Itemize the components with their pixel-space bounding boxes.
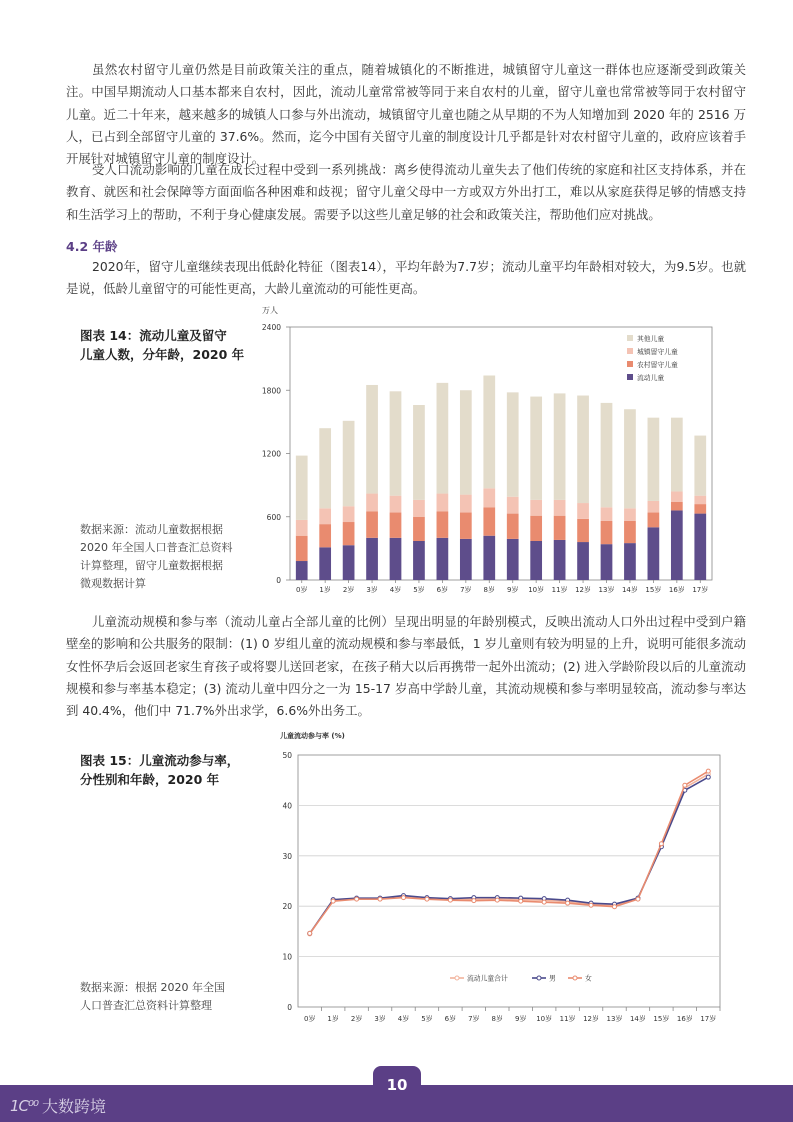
series-line	[310, 774, 709, 934]
bar-segment	[296, 456, 308, 520]
bar-segment	[694, 504, 706, 513]
x-tick-label: 1岁	[319, 586, 331, 594]
x-tick-label: 3岁	[374, 1015, 386, 1023]
legend-swatch	[627, 335, 633, 341]
bar-segment	[624, 543, 636, 580]
bar-segment	[366, 494, 378, 512]
x-tick-label: 15岁	[653, 1015, 670, 1023]
legend-label: 农村留守儿童	[637, 361, 678, 369]
x-tick-label: 9岁	[506, 586, 519, 594]
figure15-title	[80, 751, 239, 789]
figure14-title-line1: 图表 14：流动儿童及留守	[80, 328, 227, 343]
bar-segment	[694, 514, 706, 580]
series-point	[425, 897, 429, 901]
bar-segment	[460, 513, 472, 539]
x-tick-label: 9岁	[514, 1015, 527, 1023]
bar-segment	[577, 503, 589, 519]
y-tick-label: 2400	[261, 323, 281, 332]
bar-segment	[577, 519, 589, 542]
bar-segment	[413, 405, 425, 500]
bar-segment	[343, 506, 355, 522]
x-tick-label: 4岁	[389, 586, 402, 594]
mobility-paragraph: 儿童流动规模和参与率（流动儿童占全部儿童的比例）呈现出明显的年龄别模式，反映出流动人口外出过程中受到户籍壁垒的影响和公共服务的限制：(1) 0 岁组儿童的流动规模和参与率最低，1 岁儿童则有较为明显的上升，说明可能很多流动女性怀孕后会返回老家生育孩子或将婴儿送回老家，在孩子稍大以后再携带一起外出流动；(2) 进入学龄阶段以后的儿童流动规模和参与率基本稳定；(3) 流动儿童中四分之一为 15-17 岁高中学龄儿童，其流动规模和参与率明显较高，流动参与率达到 40.4%，他们中 71.7%外出求学，6.6%外出务工。	[66, 614, 746, 719]
x-tick-label: 5岁	[413, 586, 425, 594]
bar-segment	[296, 520, 308, 536]
bar-segment	[554, 516, 566, 540]
y-tick-label: 0	[287, 1003, 292, 1012]
bar-segment	[296, 536, 308, 561]
bar-segment	[437, 511, 449, 537]
legend-marker	[537, 976, 541, 980]
bar-segment	[648, 418, 660, 501]
x-tick-label: 17岁	[692, 586, 709, 594]
figure14-source-line4: 微观数据计算	[80, 577, 146, 590]
bar-segment	[343, 522, 355, 545]
bar-segment	[390, 496, 402, 513]
bar-segment	[530, 500, 542, 516]
bar-segment	[319, 428, 331, 508]
x-tick-label: 17岁	[700, 1015, 717, 1023]
bar-segment	[648, 501, 660, 513]
series-point	[308, 931, 312, 935]
x-tick-label: 8岁	[491, 1015, 504, 1023]
series-point	[706, 775, 710, 779]
series-point	[542, 900, 546, 904]
x-tick-label: 10岁	[536, 1015, 553, 1023]
bar-segment	[366, 385, 378, 494]
series-line	[310, 771, 709, 933]
bar-segment	[554, 393, 566, 499]
bar-segment	[390, 538, 402, 580]
bar-segment	[483, 507, 495, 535]
figure14-source-line3: 计算整理，留守儿童数据根据	[80, 559, 223, 572]
bar-segment	[648, 527, 660, 580]
bar-segment	[319, 524, 331, 547]
legend-label: 女	[585, 974, 592, 983]
x-tick-label: 7岁	[468, 1015, 480, 1023]
legend-label: 城镇留守儿童	[637, 348, 678, 356]
figure15-line-chart	[250, 725, 730, 1030]
bar-segment	[507, 497, 519, 514]
x-tick-label: 15岁	[645, 586, 662, 594]
x-tick-label: 13岁	[598, 586, 615, 594]
intro-paragraph-1: 虽然农村留守儿童仍然是目前政策关注的重点，随着城镇化的不断推进，城镇留守儿童这一群体也应逐渐受到政策关注。中国早期流动人口基本都来自农村，因此，流动儿童常常被等同于来自农村的儿童，留守儿童也常常被等同于农村留守儿童。近二十年来，越来越多的城镇人口参与外出流动，城镇留守儿童也随之从早期的不为人知增加到 2020 年的 2516 万人，已占到全部留守儿童的 37.6%。然而，迄今中国有关留守儿童的制度设计几乎都是针对农村留守儿童的，政府应该着手开展针对城镇留守儿童的制度设计。	[66, 62, 746, 167]
x-tick-label: 8岁	[483, 586, 496, 594]
age-paragraph: 2020年，留守儿童继续表现出低龄化特征（图表14），平均年龄为7.7岁；流动儿童平均年龄相对较大，为9.5岁。也就是说，低龄儿童留守的可能性更高，大龄儿童流动的可能性更高。	[66, 259, 746, 297]
x-tick-label: 5岁	[421, 1015, 433, 1023]
y-tick-label: 0	[276, 576, 281, 585]
bar-segment	[671, 510, 683, 580]
series-point	[683, 783, 687, 787]
figure14-source-line1: 数据来源：流动儿童数据根据	[80, 523, 223, 536]
x-tick-label: 12岁	[575, 586, 592, 594]
y-axis-unit: 万人	[262, 306, 278, 315]
bar-segment	[554, 540, 566, 580]
bar-segment	[437, 494, 449, 512]
x-tick-label: 3岁	[366, 586, 378, 594]
y-tick-label: 1800	[261, 386, 281, 396]
bar-segment	[601, 403, 613, 507]
figure14-source-line2: 2020 年全国人口普查汇总资料	[80, 541, 233, 554]
bar-segment	[413, 500, 425, 517]
bar-segment	[554, 500, 566, 516]
series-point	[519, 899, 523, 903]
bar-segment	[296, 561, 308, 580]
bar-segment	[507, 514, 519, 539]
series-point	[402, 896, 406, 900]
legend-marker	[573, 976, 577, 980]
bar-segment	[366, 511, 378, 537]
bar-segment	[601, 521, 613, 544]
plot-frame	[298, 755, 720, 1007]
bar-segment	[507, 392, 519, 496]
x-tick-label: 12岁	[583, 1015, 600, 1023]
bar-segment	[437, 383, 449, 494]
legend-swatch	[627, 361, 633, 367]
series-point	[448, 898, 452, 902]
bar-segment	[507, 539, 519, 580]
x-tick-label: 11岁	[551, 586, 568, 594]
bar-segment	[413, 517, 425, 541]
bar-segment	[437, 538, 449, 580]
x-tick-label: 1岁	[327, 1015, 339, 1023]
bar-segment	[483, 488, 495, 507]
legend-label: 流动儿童	[637, 374, 665, 382]
brand-logo	[10, 1094, 106, 1117]
x-tick-label: 2岁	[350, 1015, 363, 1023]
bar-segment	[671, 491, 683, 502]
x-tick-label: 6岁	[436, 586, 449, 594]
bar-segment	[460, 539, 472, 580]
y-tick-label: 1200	[261, 449, 281, 459]
series-line	[310, 777, 709, 933]
bar-segment	[460, 390, 472, 494]
x-tick-label: 6岁	[444, 1015, 457, 1023]
intro-paragraph-2: 受人口流动影响的儿童在成长过程中受到一系列挑战：离乡使得流动儿童失去了他们传统的家庭和社区支持体系，并在教育、就医和社会保障等方面面临各种困难和歧视；留守儿童父母中一方或双方外出打工，难以从家庭获得足够的情感支持和生活学习上的帮助，不利于身心健康发展。需要予以这些儿童足够的社会和政策关注，帮助他们应对挑战。	[66, 162, 746, 222]
series-point	[613, 905, 617, 909]
x-tick-label: 4岁	[397, 1015, 410, 1023]
legend-swatch	[627, 374, 633, 380]
bar-segment	[694, 436, 706, 496]
series-point	[589, 903, 593, 907]
series-point	[706, 769, 710, 773]
bar-segment	[460, 495, 472, 513]
x-tick-label: 7岁	[460, 586, 472, 594]
x-tick-label: 11岁	[559, 1015, 576, 1023]
bar-segment	[366, 538, 378, 580]
legend-label: 流动儿童合计	[467, 974, 508, 983]
logo-mark-icon: 1C⁰⁰	[10, 1096, 39, 1115]
figure14-title-line2: 儿童人数，分年龄，2020 年	[80, 347, 245, 362]
bar-segment	[483, 536, 495, 580]
y-tick-label: 50	[282, 751, 292, 760]
figure14-bar-chart	[250, 300, 730, 600]
bar-segment	[624, 409, 636, 508]
x-tick-label: 0岁	[303, 1015, 316, 1023]
x-tick-label: 14岁	[621, 586, 638, 594]
bar-segment	[671, 502, 683, 510]
y-tick-label: 30	[282, 851, 292, 861]
bar-segment	[624, 521, 636, 543]
bar-segment	[530, 397, 542, 500]
bar-segment	[343, 545, 355, 580]
figure14-title	[80, 326, 244, 364]
figure14-source	[80, 521, 233, 593]
bar-segment	[343, 421, 355, 506]
x-tick-label: 16岁	[676, 1015, 693, 1023]
figure15-source	[80, 979, 225, 1015]
series-point	[636, 897, 640, 901]
chart-title: 儿童流动参与率 (%)	[280, 732, 345, 740]
bar-segment	[624, 508, 636, 521]
series-point	[355, 897, 359, 901]
bar-segment	[577, 542, 589, 580]
bar-segment	[601, 507, 613, 521]
y-tick-label: 600	[266, 512, 281, 522]
bar-segment	[648, 513, 660, 528]
bar-segment	[483, 375, 495, 488]
legend-label: 男	[549, 974, 556, 983]
bar-segment	[390, 513, 402, 538]
x-tick-label: 2岁	[342, 586, 355, 594]
y-tick-label: 10	[282, 952, 292, 962]
x-tick-label: 16岁	[668, 586, 685, 594]
x-tick-label: 0岁	[295, 586, 308, 594]
legend-marker	[455, 976, 459, 980]
series-point	[331, 899, 335, 903]
x-tick-label: 13岁	[606, 1015, 623, 1023]
bar-segment	[319, 508, 331, 524]
y-tick-label: 40	[282, 801, 292, 811]
bar-segment	[601, 544, 613, 580]
logo-text: 大数跨境	[42, 1097, 107, 1116]
bar-segment	[577, 396, 589, 504]
figure15-title-line1: 图表 15：儿童流动参与率，	[80, 753, 240, 768]
bar-segment	[390, 391, 402, 495]
x-tick-label: 14岁	[629, 1015, 646, 1023]
legend-swatch	[627, 348, 633, 354]
figure15-source-line1: 数据来源：根据 2020 年全国	[80, 981, 225, 994]
series-point	[378, 897, 382, 901]
figure15-title-line2: 分性别和年龄，2020 年	[80, 772, 220, 787]
page-number: 10	[373, 1066, 421, 1098]
legend-label: 其他儿童	[637, 335, 665, 343]
figure15-source-line2: 人口普查汇总资料计算整理	[80, 999, 212, 1012]
x-tick-label: 10岁	[528, 586, 545, 594]
bar-segment	[319, 547, 331, 580]
series-point	[566, 901, 570, 905]
series-point	[659, 842, 663, 846]
bar-segment	[671, 418, 683, 492]
bar-segment	[530, 541, 542, 580]
bar-segment	[413, 541, 425, 580]
section-heading: 4.2 年龄	[66, 239, 118, 254]
bar-segment	[694, 496, 706, 504]
series-point	[495, 898, 499, 902]
bar-segment	[530, 516, 542, 541]
series-point	[472, 899, 476, 903]
y-tick-label: 20	[282, 902, 292, 912]
